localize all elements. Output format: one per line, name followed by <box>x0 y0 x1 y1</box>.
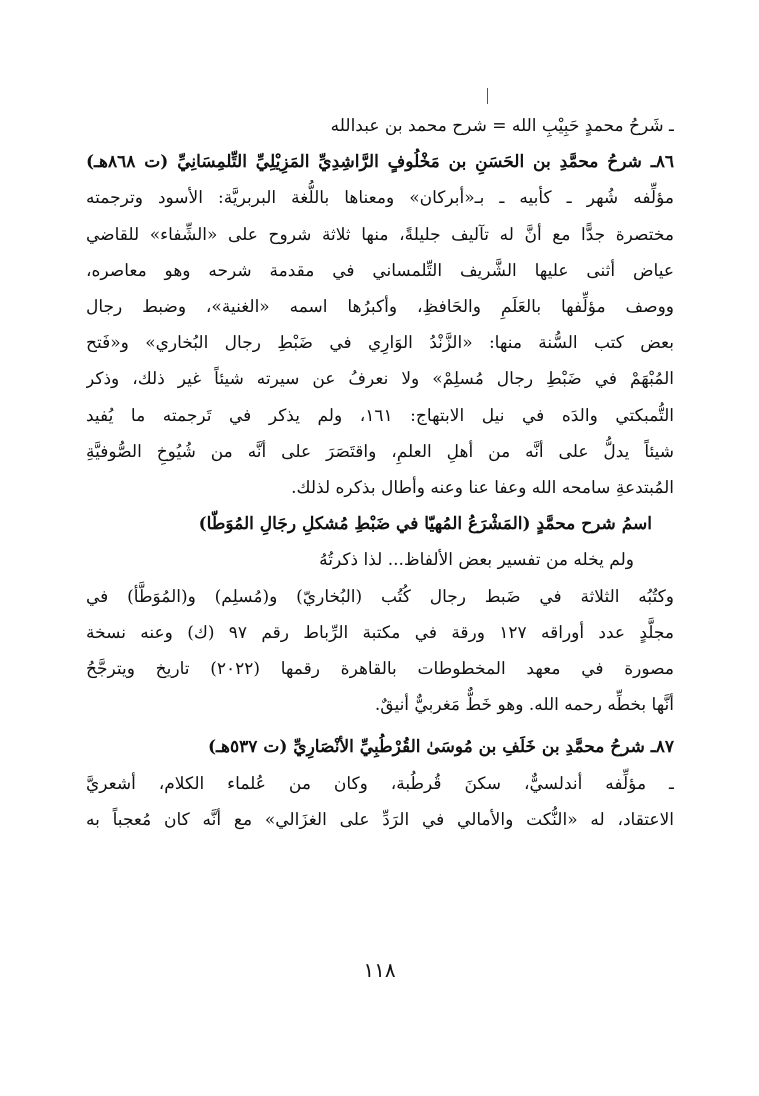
work-title-line: اسمُ شرح محمَّدٍ (المَشْرَعُ المُهيّا في ضَبْطِ مُشكلِ رجَالِ المُوَطّا) <box>198 514 652 535</box>
entry-87 <box>86 729 674 838</box>
entry-86-text-line: التُّمبكتي والدَه في نيل الابتهاج: ١٦١، ولم يذكر في تَرجمته ما يُفيد <box>86 405 674 426</box>
entry-86-text-line: مختصرة جدًّا مع أنَّ له تآليف جليلةً، منها ثلاثة شروح على «الشِّفاء» للقاضي <box>86 224 674 245</box>
page-number: ١١٨ <box>363 958 396 982</box>
entry-86-text-line: المُبتدعةِ سامحه الله وعفا عنا وعنه وأطال بذكره لذلك. <box>291 478 674 499</box>
entry-86-text-line: عياض أثنى عليها الشَّريف التِّلمساني في مقدمة شرحه وهو معاصره، <box>86 260 674 281</box>
top-rule <box>487 88 488 104</box>
entry-86-text-line: ولم يخله من تفسير بعض الألفاظ... لذا ذكرتُهُ <box>319 550 634 571</box>
entry-86-text-line: وكتُبُه الثلاثة في ضَبط رجال كُتُب (البُخاريّ) و(مُسلِم) و(المُوَطَّأ) في <box>86 586 674 607</box>
entry-86-text-line: شيئاً يدلُّ على أنَّه من أهلِ العلمِ، واقتَصَرَ على أنَّه من شُيُوخِ الصُّوفيَّةِ <box>86 441 674 462</box>
entry-86-text-line: مجلَّدٍ عدد أوراقه ١٢٧ ورقة في مكتبة الرِّباط رقم ٩٧ (ك) وعنه نسخة <box>86 622 674 643</box>
entry-87-text-line: الاعتقاد، له «النُّكت والأمالي في الرَدِّ على الغزَالي» مع أنَّه كان مُعجباً به <box>86 809 674 830</box>
entry-86-text-line: مصورة في معهد المخطوطات بالقاهرة رقمها (٢٠٢٢) تاريخ ويترجَّحُ <box>86 659 674 680</box>
entry-87-heading: ٨٧ـ شرحُ محمَّدِ بن خَلَفِ بن مُوسَىٰ القُرْطُبِيِّ الأنْصَارِيِّ (ت ٥٣٧هـ) <box>208 737 674 758</box>
entry-86-text-line: أنَّها بخطِّه رحمه الله. وهو خَطٌّ مَغربيٌّ أنيقٌ. <box>374 695 674 716</box>
entry-86-text-line: ووصف مؤلِّفها بالعَلَمِ والحَافظِ، وأكبرُها اسمه «الغنية»، وضبط رجال <box>86 297 674 318</box>
entry-86-text-line: مؤلِّفه شُهر ـ كأبيه ـ بـ«أبركان» ومعناها باللُّغة البربريَّة: الأسود وترجمته <box>86 188 674 209</box>
cross-reference-line: ـ شَرحُ محمدٍ حَبِيْبِ الله = شرح محمد بن عبدالله <box>330 116 674 136</box>
document-body <box>86 108 674 838</box>
entry-86-text-line: المُبْهَمْ في ضَبْطِ رجال مُسلِمْ» ولا نعرفُ عن سيرته شيئاً غير ذلك، وذكر <box>86 369 674 390</box>
entry-87-text-line: ـ مؤلِّفه أندلسيٌّ، سكنَ قُرطُبة، وكان من عُلماء الكلام، أشعريَّ <box>86 773 674 794</box>
entry-86 <box>86 144 674 723</box>
entry-86-heading: ٨٦ـ شرحُ محمَّدِ بن الحَسَنِ بن مَخْلُوفٍ الرَّاشِدِيِّ المَزِيْلِيِّ التِّلمِسَانِيِّ (ت ٨٦٨هـ) <box>86 152 674 173</box>
entry-86-text-line: بعض كتب السُّنة منها: «الزَّنْدُ الوَارِي في ضَبْطِ رجال البُخاري» و«فَتح <box>86 333 674 354</box>
